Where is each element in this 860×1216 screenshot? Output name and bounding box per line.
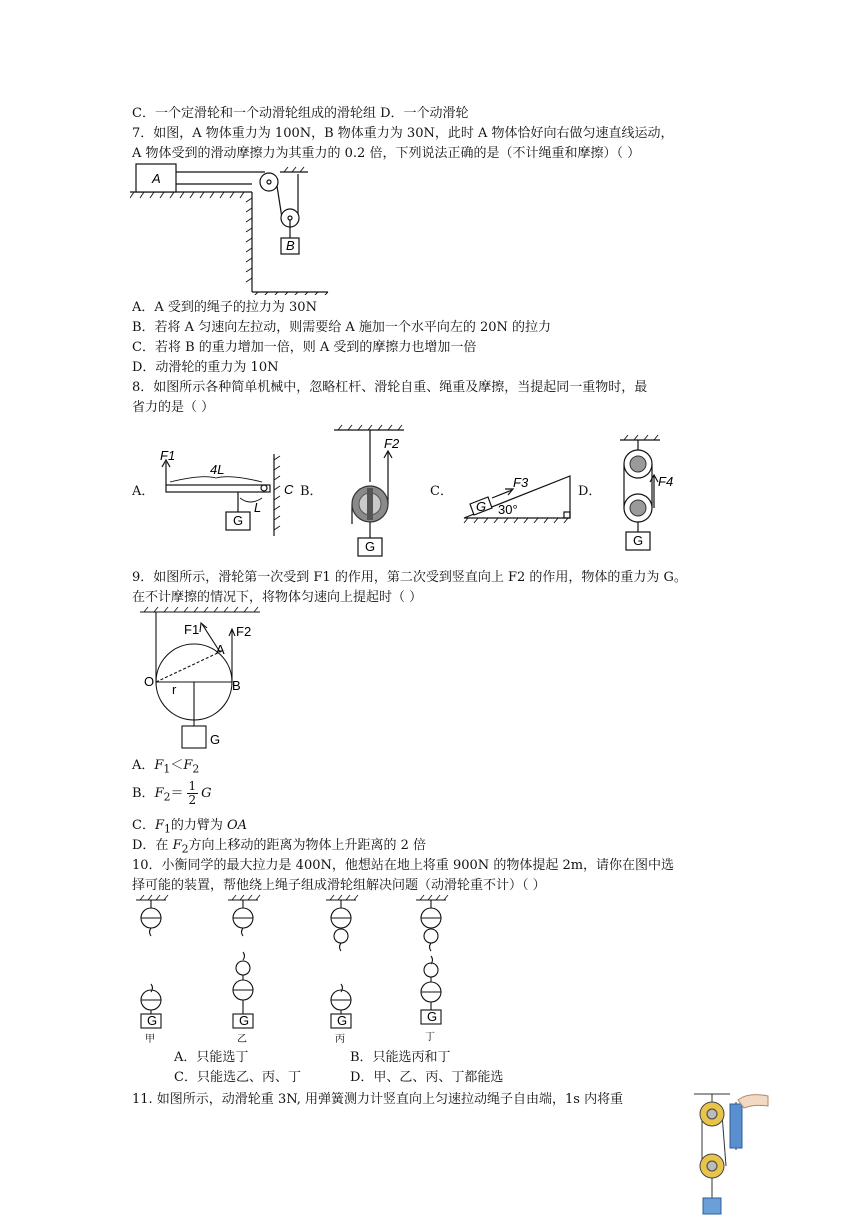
question-7-stem-2: A 物体受到的滑动摩擦力为其重力的 0.2 倍，下列说法正确的是（不计绳重和摩擦）（ ）: [132, 146, 641, 161]
g-label: G: [210, 732, 221, 747]
f4-label: F4: [658, 474, 674, 489]
figure-q11-spring-scale: [690, 1090, 770, 1216]
radius-label: r: [172, 682, 177, 697]
q8-option-b-label: B．: [300, 484, 323, 499]
f1-label: F1: [184, 622, 200, 637]
q7-option-c: C．若将 B 的重力增加一倍，则 A 受到的摩擦力也增加一倍: [132, 340, 477, 355]
q10-option-d: D．甲、乙、丙、丁都能选: [350, 1070, 504, 1085]
g-label: G: [476, 499, 487, 514]
f2-label: F2: [236, 624, 252, 639]
g-label: G: [633, 533, 644, 548]
point-a-label: A: [216, 642, 225, 657]
question-8-stem-2: 省力的是（ ）: [132, 400, 215, 415]
g-label: G: [365, 539, 376, 554]
q9-option-c: C．$F_1$的力臂为 OA: [132, 818, 248, 836]
f1-label: F1: [160, 450, 176, 463]
set-label: 丙: [335, 1034, 345, 1044]
g-label: G: [239, 1013, 250, 1028]
figure-q10-pulley-sets: [126, 894, 466, 1044]
question-8-stem-1: 8．如图所示各种简单机械中，忽略杠杆、滑轮自重、绳重及摩擦，当提起同一重物时，最: [132, 380, 648, 395]
4l-label: 4L: [210, 462, 225, 477]
point-o-label: O: [144, 674, 155, 689]
point-b-label: B: [232, 678, 241, 693]
set-label: 丁: [425, 1032, 435, 1043]
q8-option-c-label: C．: [430, 484, 453, 499]
c-label: C: [284, 482, 294, 497]
g-label: G: [233, 513, 244, 528]
block-b-label: B: [286, 238, 295, 253]
q7-option-a: A．A 受到的绳子的拉力为 30N: [132, 300, 317, 315]
question-7-stem-1: 7．如图，A 物体重力为 100N，B 物体重力为 30N，此时 A 物体恰好向右做匀速直线运动，: [132, 126, 674, 141]
l-label: L: [254, 500, 262, 515]
q10-option-a: A．只能选丁: [174, 1050, 249, 1065]
figure-q8-pulley-block: [606, 434, 686, 554]
q7-option-b: B．若将 A 匀速向左拉动，则需要给 A 施加一个水平向左的 20N 的拉力: [132, 320, 552, 335]
fraction-one-half: $\frac{1}{2}$: [188, 779, 197, 807]
block-a-label: A: [152, 171, 161, 186]
g-label: G: [427, 1009, 438, 1024]
g-label: G: [337, 1013, 348, 1028]
q8-option-a-label: A．: [132, 484, 155, 499]
question-10-stem-2: 择可能的装置，帮他绕上绳子组成滑轮组解决问题（动滑轮重不计）（ ）: [132, 878, 546, 893]
question-9-stem-2: 在不计摩擦的情况下，将物体匀速向上提起时（ ）: [132, 590, 423, 605]
f3-label: F3: [513, 475, 529, 490]
g-label: G: [147, 1013, 158, 1028]
q9-option-b: B．$F_2=$ $\frac{1}{2}$ G: [132, 779, 212, 807]
figure-q8-fixed-pulley: [328, 424, 418, 564]
figure-q8-lever: [150, 450, 302, 542]
question-9-stem-1: 9．如图所示，滑轮第一次受到 F1 的作用，第二次受到竖直向上 F2 的作用，物体的重力为 G。: [132, 570, 687, 585]
q9-option-a: A．$F_1<F_2$: [132, 758, 200, 776]
option-line-prev-question: C．一个定滑轮和一个动滑轮组成的滑轮组 D．一个动滑轮: [132, 106, 469, 121]
angle-label: 30°: [498, 502, 518, 517]
figure-q8-incline: [458, 468, 574, 524]
q9-option-d: D．在 $F_2$方向上移动的距离为物体上升距离的 2 倍: [132, 838, 427, 856]
q8-option-d-label: D．: [578, 484, 602, 499]
q7-option-d: D．动滑轮的重力为 10N: [132, 360, 279, 375]
f2-label: F2: [384, 436, 400, 451]
q10-option-b: B．只能选丙和丁: [350, 1050, 451, 1065]
figure-q7-pulley: [130, 160, 330, 295]
question-10-stem-1: 10．小衡同学的最大拉力是 400N，他想站在地上将重 900N 的物体提起 2m，请你在图中选: [132, 858, 675, 873]
question-11-stem-1: 11. 如图所示，动滑轮重 3N, 用弹簧测力计竖直向上匀速拉动绳子自由端，1s 内将重: [132, 1092, 624, 1107]
set-label: 乙: [237, 1034, 247, 1044]
figure-q9-pulley: [136, 606, 266, 754]
q10-option-c: C．只能选乙、丙、丁: [174, 1070, 301, 1085]
set-label: 甲: [145, 1034, 155, 1044]
